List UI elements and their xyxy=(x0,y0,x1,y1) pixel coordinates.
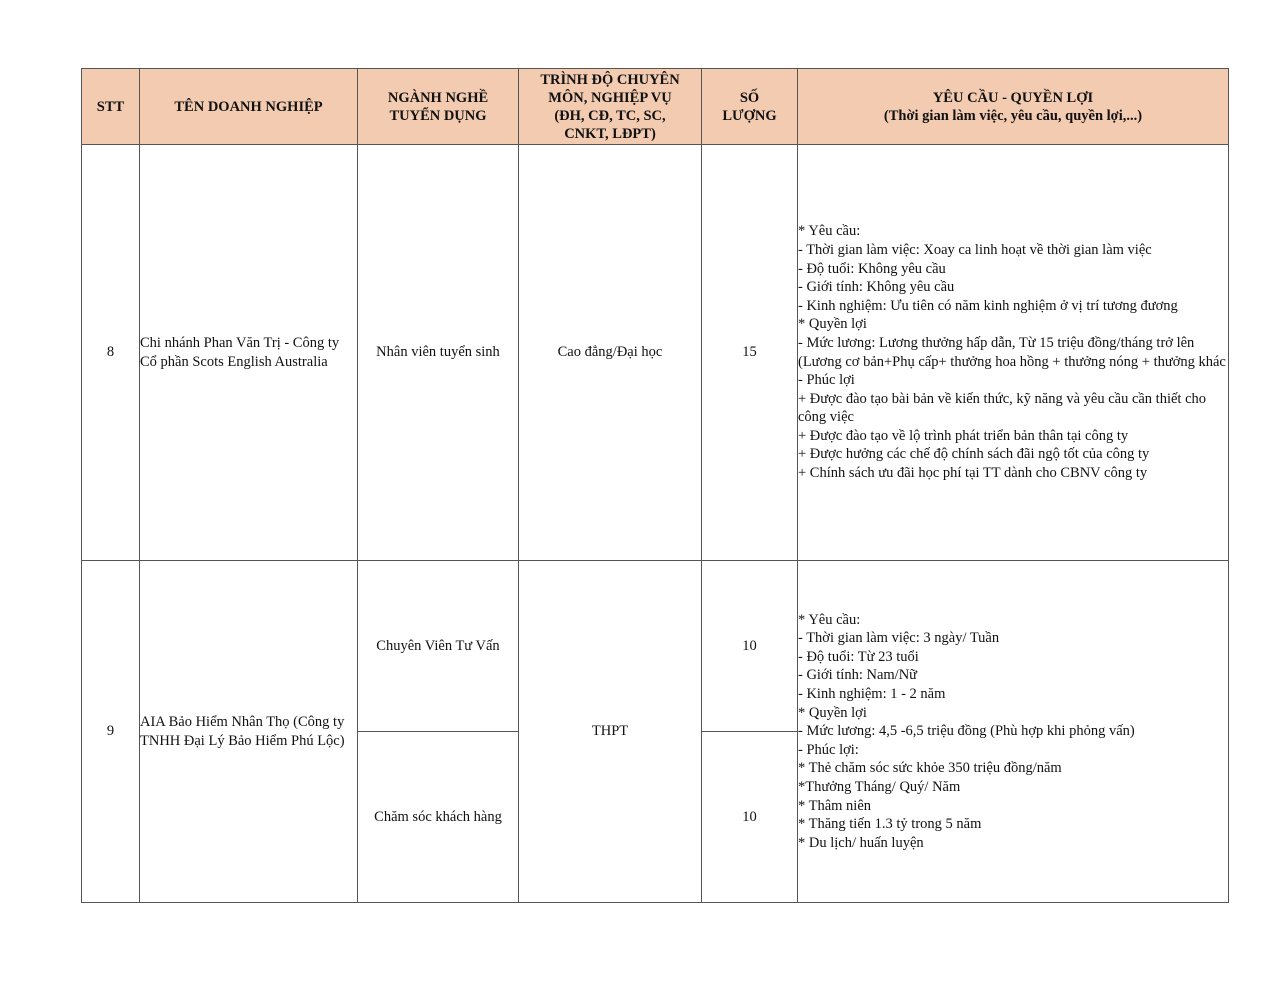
recruitment-table xyxy=(81,68,1229,903)
requirement-line: - Độ tuổi: Không yêu cầu xyxy=(798,260,946,277)
row-occupation: Chuyên Viên Tư Vấn xyxy=(358,561,519,732)
header-level: TRÌNH ĐỘ CHUYÊN MÔN, NGHIỆP VỤ (ĐH, CĐ, TC, SC, CNKT, LĐPT) xyxy=(519,69,702,145)
header-company: TÊN DOANH NGHIỆP xyxy=(140,69,358,145)
requirement-line: - Mức lương: 4,5 -6,5 triệu đồng (Phù hợp khi phỏng vấn) xyxy=(798,723,1135,740)
requirement-line: + Được đào tạo bài bản về kiến thức, kỹ năng và yêu cầu cần thiết cho công việc xyxy=(798,390,1207,426)
requirement-line: - Kinh nghiệm: 1 - 2 năm xyxy=(798,686,946,703)
requirement-line: * Thẻ chăm sóc sức khỏe 350 triệu đồng/năm xyxy=(798,760,1062,777)
header-stt: STT xyxy=(82,69,140,145)
row-quantity: 15 xyxy=(702,145,798,561)
requirement-line: * Yêu cầu: xyxy=(798,611,861,628)
row-requirements xyxy=(798,561,1229,903)
row-requirements xyxy=(798,145,1229,561)
requirement-line: * Quyền lợi xyxy=(798,316,867,333)
row-quantity: 10 xyxy=(702,732,798,903)
requirement-line: * Thăng tiến 1.3 tỷ trong 5 năm xyxy=(798,816,982,833)
requirement-line: + Được đào tạo về lộ trình phát triển bản thân tại công ty xyxy=(798,427,1129,444)
requirement-line: - Thời gian làm việc: 3 ngày/ Tuần xyxy=(798,630,1000,647)
requirement-line: - Thời gian làm việc: Xoay ca linh hoạt về thời gian làm việc xyxy=(798,241,1152,258)
requirement-line: + Chính sách ưu đãi học phí tại TT dành cho CBNV công ty xyxy=(798,465,1148,482)
requirement-line: * Quyền lợi xyxy=(798,704,867,721)
requirement-line: - Phúc lợi xyxy=(798,372,855,389)
requirement-line: - Mức lương: Lương thưởng hấp dẫn, Từ 15 triệu đồng/tháng trở lên (Lương cơ bản+Phụ cấp+ thưởng hoa hồng + thưởng nóng + thưởng khác xyxy=(798,334,1226,370)
row-stt: 8 xyxy=(82,145,140,561)
requirement-line: - Kinh nghiệm: Ưu tiên có năm kinh nghiệm ở vị trí tương đương xyxy=(798,297,1178,314)
row-stt: 9 xyxy=(82,561,140,903)
requirement-line: *Thưởng Tháng/ Quý/ Năm xyxy=(798,778,961,795)
header-row xyxy=(82,69,1229,145)
header-occupation: NGÀNH NGHỀ TUYỂN DỤNG xyxy=(358,69,519,145)
requirement-line: * Yêu cầu: xyxy=(798,223,861,240)
requirement-line: - Giới tính: Không yêu cầu xyxy=(798,279,955,296)
requirement-line: * Thâm niên xyxy=(798,797,872,814)
requirement-line: - Phúc lợi: xyxy=(798,741,859,758)
row-company: Chi nhánh Phan Văn Trị - Công ty Cổ phần Scots English Australia xyxy=(140,145,358,561)
requirement-line: + Được hưởng các chế độ chính sách đãi ngộ tốt của công ty xyxy=(798,446,1150,463)
requirement-line: - Giới tính: Nam/Nữ xyxy=(798,667,918,684)
header-quantity: SỐ LƯỢNG xyxy=(702,69,798,145)
row-level: Cao đẳng/Đại học xyxy=(519,145,702,561)
table-row xyxy=(82,145,1229,561)
row-quantity: 10 xyxy=(702,561,798,732)
row-occupation: Chăm sóc khách hàng xyxy=(358,732,519,903)
row-level: THPT xyxy=(519,561,702,903)
header-requirements: YÊU CẦU - QUYỀN LỢI (Thời gian làm việc, yêu cầu, quyền lợi,...) xyxy=(798,69,1229,145)
row-company: AIA Bảo Hiểm Nhân Thọ (Công ty TNHH Đại Lý Bảo Hiểm Phú Lộc) xyxy=(140,561,358,903)
requirement-line: - Độ tuổi: Từ 23 tuổi xyxy=(798,648,919,665)
row-occupation: Nhân viên tuyển sinh xyxy=(358,145,519,561)
requirement-line: * Du lịch/ huấn luyện xyxy=(798,834,924,851)
table-row xyxy=(82,561,1229,732)
